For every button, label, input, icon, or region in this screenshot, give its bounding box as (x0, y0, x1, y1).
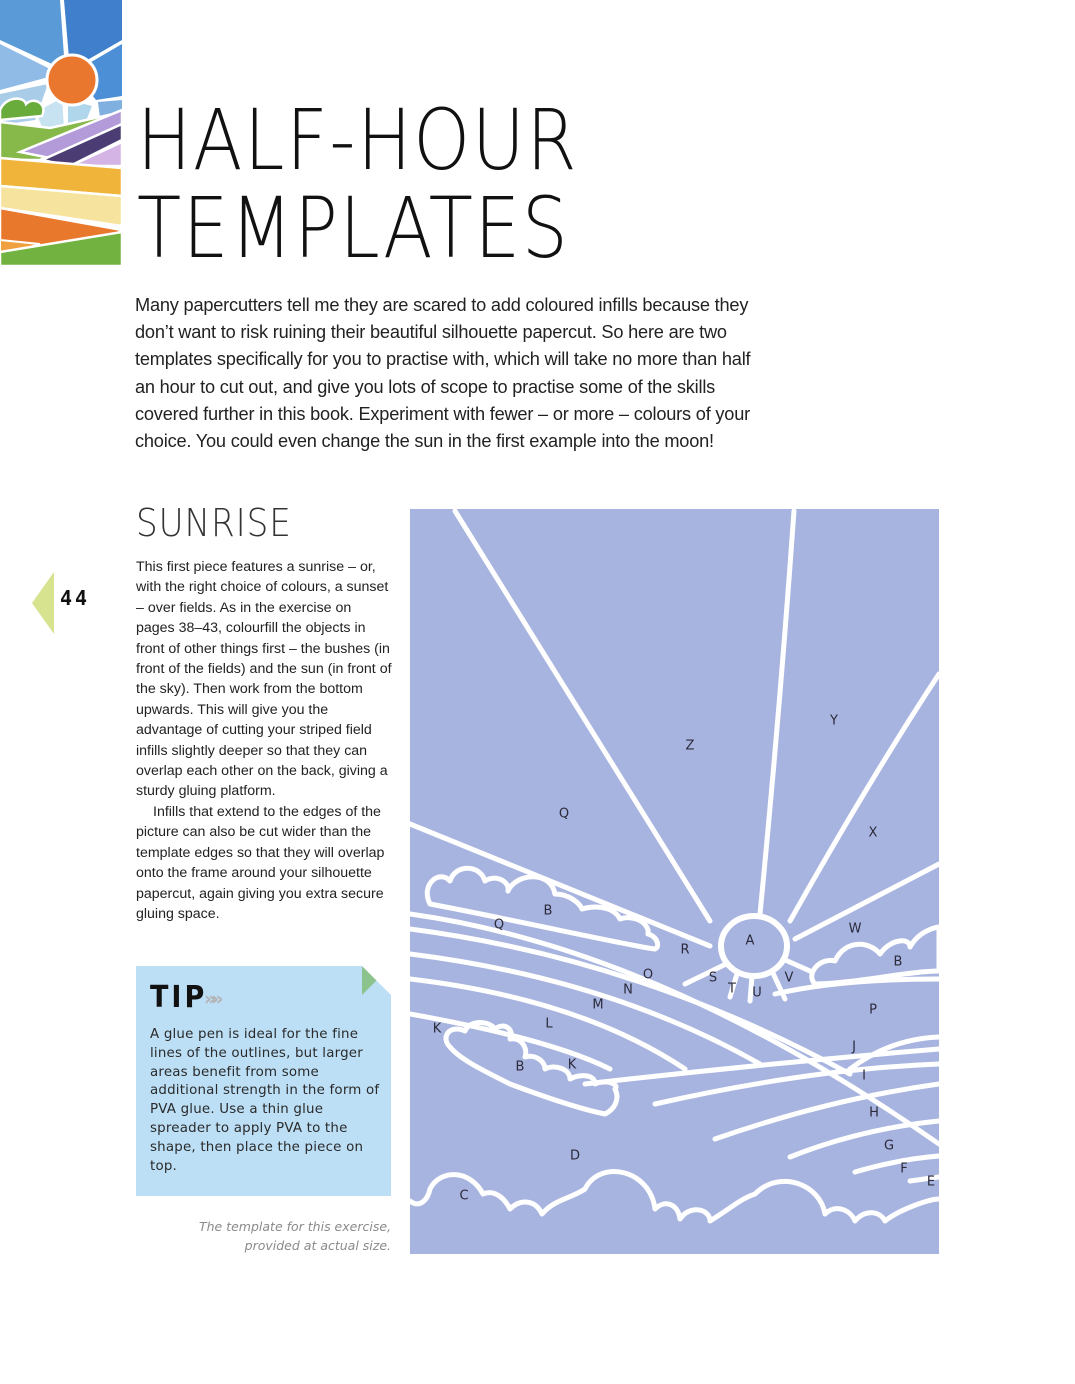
template-label: J (852, 1039, 856, 1055)
template-caption (140, 1218, 391, 1255)
cloud-outline (812, 927, 939, 984)
template-label: K (567, 1057, 577, 1073)
tip-text: A glue pen is ideal for the fine lines of the outlines, but larger areas benefit from some additional strength in the form of PVA glue. Use a thin glue spreader to apply PVA to the shape, then place the piece on top. (150, 1027, 380, 1174)
body-paragraph: This first piece features a sunrise – or, with the right choice of colours, a sunset – over fields. As in the exercise on pages 38–43, colourfill the objects in front of other things first – the bushes (in front of the fields) and the sun (in front of the sky). Then work from the bottom upwards. This will give you the advantage of cutting your striped field infills slightly deeper so that they can overlap each other on the back, giving a sturdy gluing platform. (136, 559, 392, 800)
intro-paragraph: Many papercutters tell me they are scared to add coloured infills because they don’t want to risk ruining their beautiful silhouette papercut. So here are two templates specifically for you to practise with, which will take no more than half an hour to cut out, and give you lots of scope to practise some of the skills covered further in this book. Experiment with fewer – or more – colours of your choice. You could even change the sun in the first example into the moon! (135, 295, 751, 452)
corner-illustration (0, 0, 122, 266)
template-label: R (680, 942, 690, 958)
ray-line (685, 964, 726, 984)
folded-corner-mask (362, 966, 391, 995)
template-label: A (745, 933, 755, 949)
cloud-outline (410, 1172, 939, 1221)
page-number-marker (30, 572, 90, 634)
template-label: F (900, 1161, 908, 1177)
template-label: G (883, 1138, 895, 1154)
template-label: O (642, 967, 654, 983)
template-label: X (868, 825, 878, 841)
page-title-line-2: TEMPLATES (137, 179, 570, 277)
section-title: SUNRISE (136, 501, 292, 545)
template-label: P (869, 1002, 877, 1018)
template-label: V (784, 970, 794, 986)
chevrons-icon: »» (204, 988, 219, 1010)
page-marker-triangle-icon (32, 572, 54, 634)
body-paragraph: Infills that extend to the edges of the picture can also be cut wider than the template edges so that they will overlap onto the frame around your silhouette papercut, again giving you extra secure gluing space. (136, 803, 385, 922)
template-label: I (862, 1068, 866, 1084)
template-label: N (623, 982, 633, 998)
ray-line (410, 824, 710, 946)
tip-box (136, 966, 391, 1196)
template-label: B (893, 954, 903, 970)
page-title (137, 91, 579, 277)
ray-line (783, 959, 810, 971)
template-label: S (708, 970, 718, 986)
template-label: Z (685, 738, 695, 754)
template-label: W (848, 921, 862, 937)
template-label: H (869, 1105, 879, 1121)
field-line (715, 1084, 939, 1139)
ray-line (760, 511, 794, 914)
template-label: B (515, 1059, 525, 1075)
template-cut-lines (410, 509, 939, 1254)
sunrise-papercut-image (0, 0, 122, 266)
template-label: L (545, 1016, 553, 1032)
tip-heading: TIP (150, 980, 208, 1015)
sunrise-template-image (410, 509, 939, 1254)
template-label: E (926, 1174, 936, 1190)
template-label: K (432, 1021, 442, 1037)
template-label: B (543, 903, 553, 919)
template-label: T (728, 981, 736, 997)
page-number: 44 (60, 586, 91, 610)
template-label: M (592, 997, 604, 1013)
page-title-line-1: HALF-HOUR (137, 91, 579, 189)
ray-line (790, 674, 939, 921)
template-label: C (459, 1188, 469, 1204)
section-body (136, 557, 392, 924)
template-label: D (569, 1148, 581, 1164)
template-label: Q (558, 806, 570, 822)
field-line (775, 979, 939, 994)
template-label: Q (493, 917, 505, 933)
field-line (855, 1156, 939, 1172)
caption-line-1: The template for this exercise, (198, 1219, 391, 1234)
template-label: Y (830, 713, 838, 729)
template-label: U (752, 985, 762, 1001)
caption-line-2: provided at actual size. (244, 1237, 391, 1253)
cloud-outline (446, 1023, 617, 1115)
